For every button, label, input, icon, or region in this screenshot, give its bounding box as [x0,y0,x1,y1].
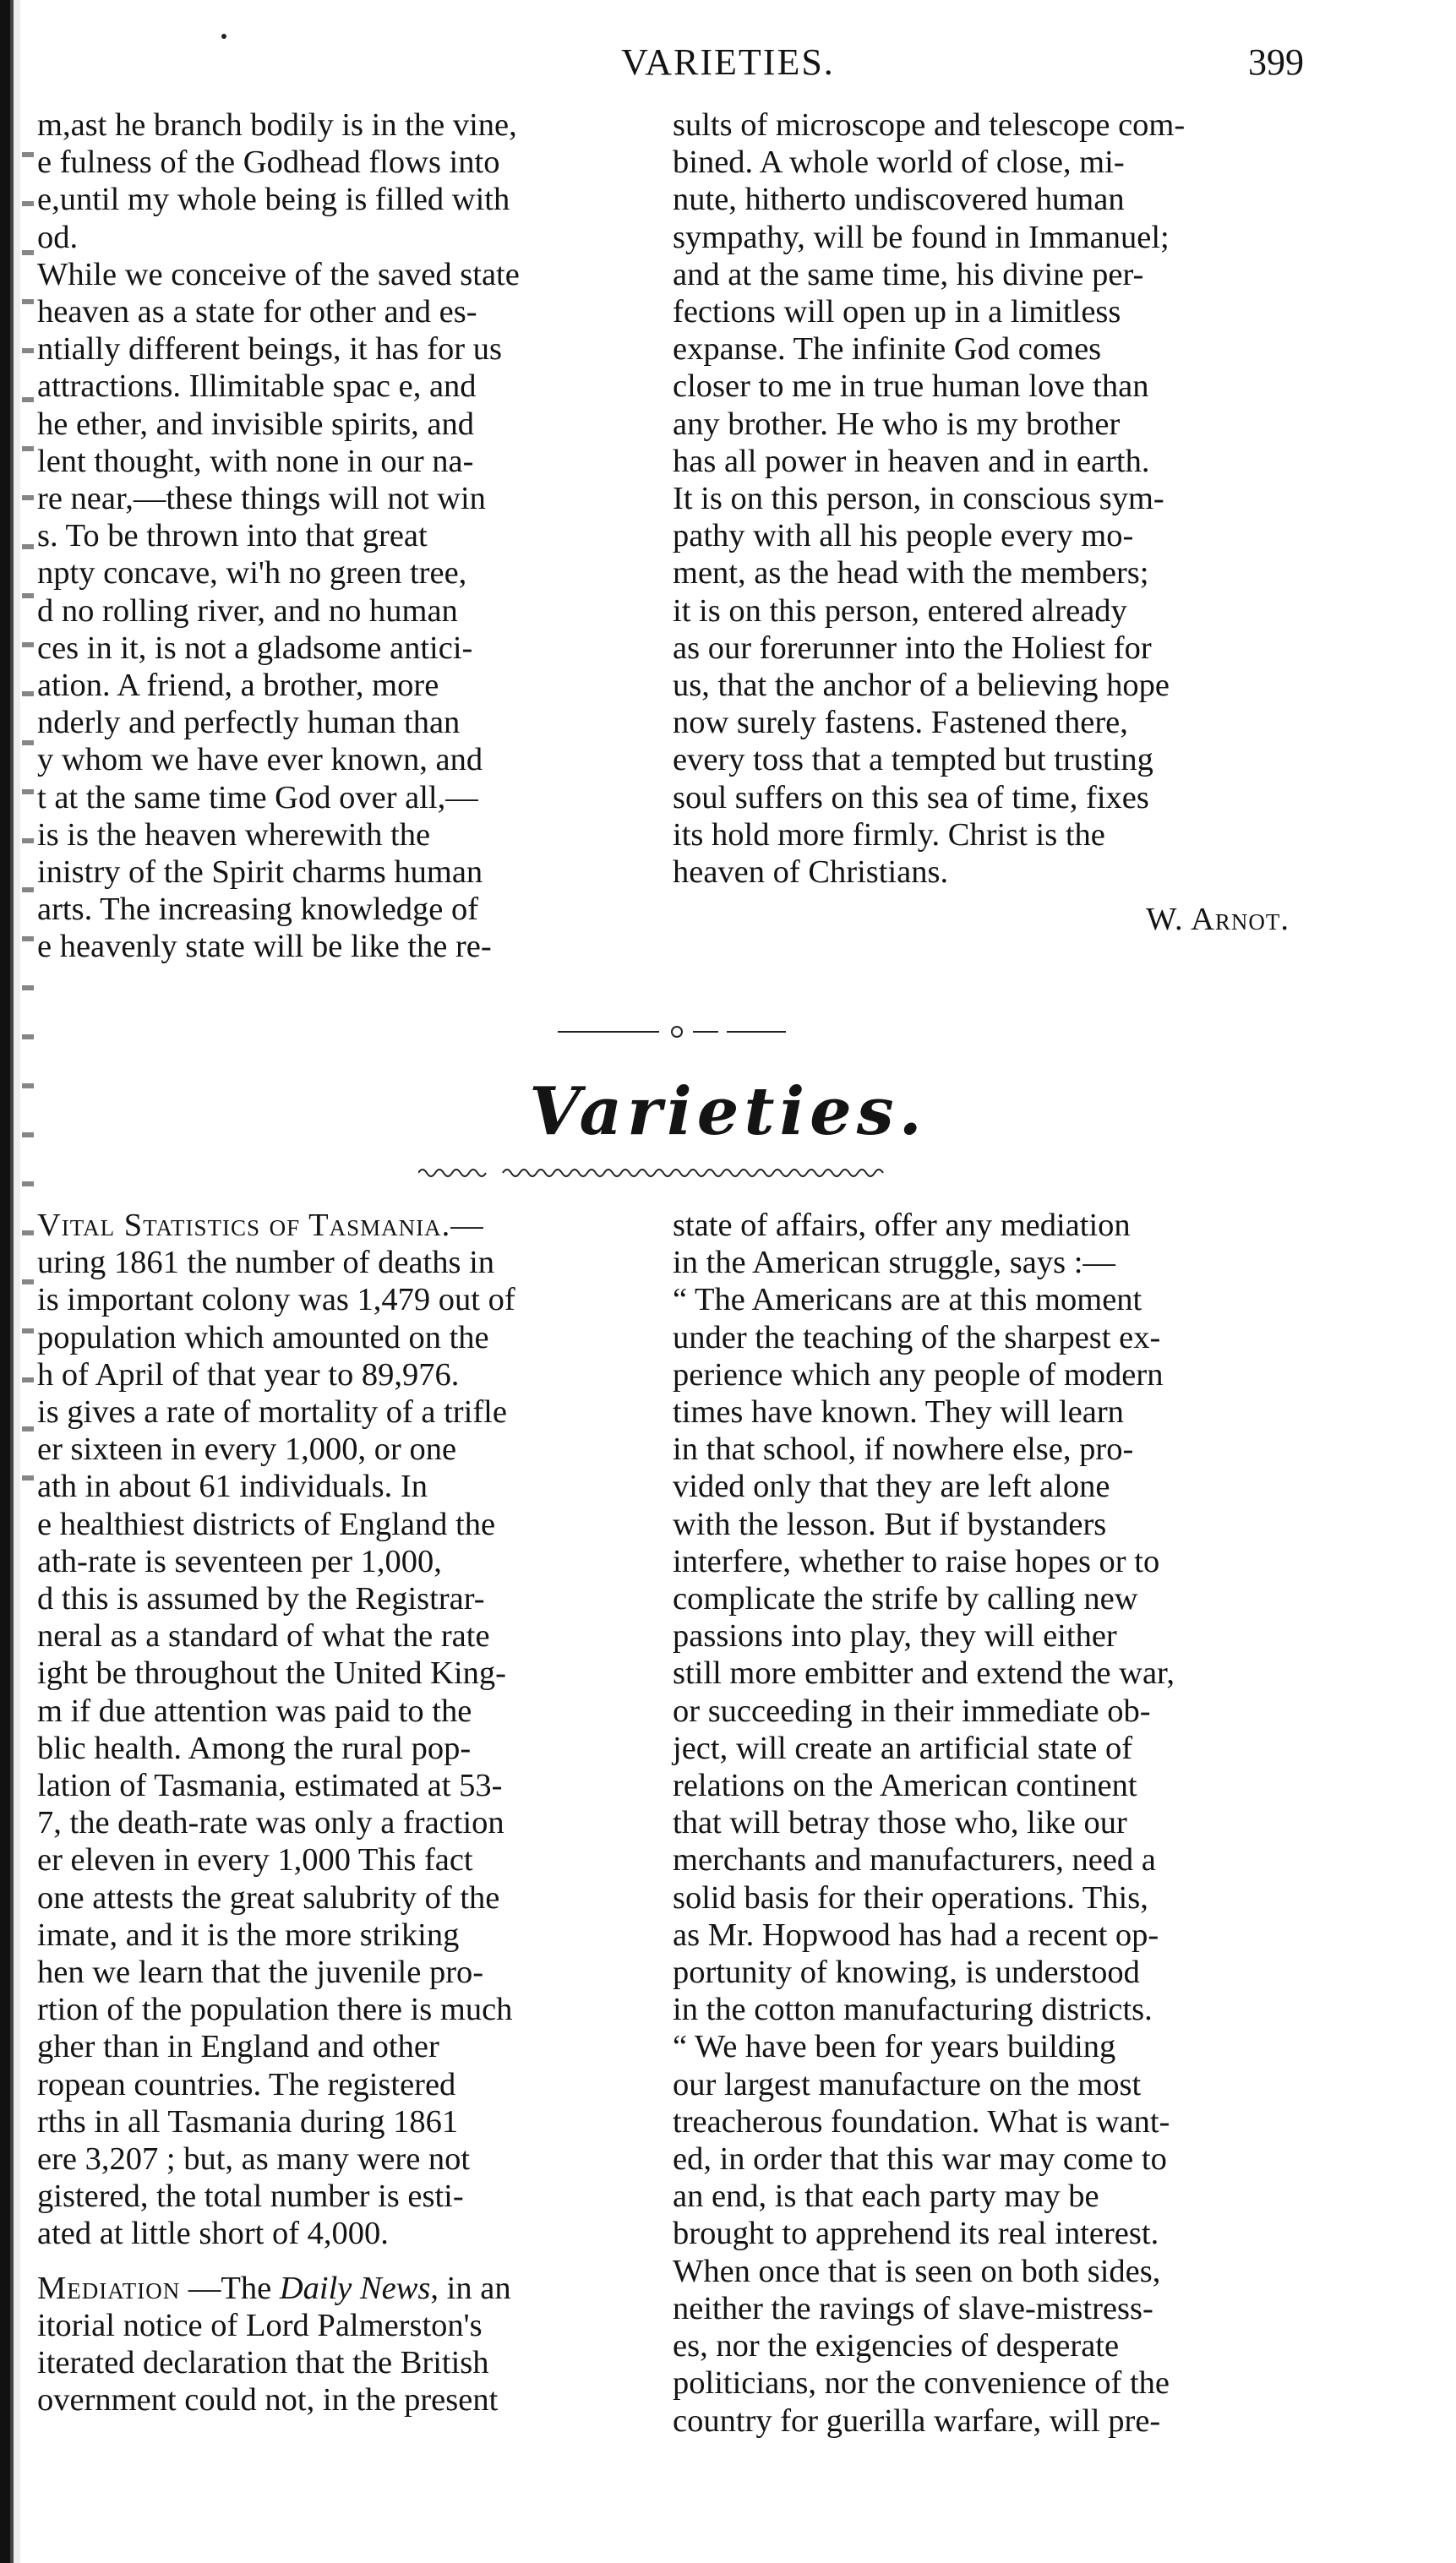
text-line: gher than in England and other [37,2029,439,2065]
text-line: in the cotton manufacturing districts. [673,1992,1153,2028]
text-line: portunity of knowing, is understood [673,1955,1140,1991]
margin-marks [22,152,34,1504]
text-line: our largest manufacture on the most [673,2066,1142,2102]
mediation-heading: Mediation [37,2270,181,2306]
text-line: es, nor the exigencies of desperate [673,2328,1120,2364]
ornamental-rule [418,1164,892,1181]
text-line: one attests the great salubrity of the [37,1879,500,1916]
text-line: in that school, if nowhere else, pro- [673,1431,1134,1468]
text-line: e,until my whole being is filled with [37,182,510,218]
text-line: iterated declaration that the British [37,2345,489,2381]
text-line: perience which any people of modern [673,1356,1164,1393]
text-line: ight be throughout the United King- [37,1655,506,1692]
text-line: still more embitter and extend the war, [673,1655,1175,1692]
text-line: is gives a rate of mortality of a trifle [37,1394,507,1431]
text-line: expanse. The infinite God comes [673,331,1102,368]
page-number: 399 [1248,41,1304,83]
text-line: interfere, whether to raise hopes or to [673,1543,1160,1579]
text-line: d this is assumed by the Registrar- [37,1581,485,1617]
text-line: s. To be thrown into that great [37,518,428,554]
text-line: has all power in heaven and in earth. [673,443,1150,479]
text-line: times have known. They will learn [673,1394,1124,1431]
top-right-text [673,106,1323,891]
text-line: or succeeding in their immediate ob- [673,1693,1151,1729]
text-line: nderly and perfectly human than [37,705,461,741]
column-bottom-left [37,1207,646,2419]
text-line: ces in it, is not a gladsome antici- [37,630,473,666]
text-line: soul suffers on this sea of time, fixes [673,779,1149,815]
column-bottom-right [673,1207,1323,2440]
text-line: as Mr. Hopwood has had a recent op- [673,1917,1159,1953]
text-line: and at the same time, his divine per- [673,256,1144,292]
text-line: state of affairs, offer any mediation [673,1208,1131,1243]
text-line: as our forerunner into the Holiest for [673,630,1152,666]
text-line: m,ast he branch bodily is in the vine, [37,107,517,143]
text-line: ropean countries. The registered [37,2066,456,2102]
text-line: rths in all Tasmania during 1861 [37,2103,459,2140]
text-line: heaven of Christians. [673,854,949,891]
text-line: fections will open up in a limitless [673,294,1121,330]
text-line: in the American struggle, says :— [673,1245,1115,1281]
text-line: inistry of the Spirit charms human [37,854,483,891]
text-line: he ether, and invisible spirits, and [37,406,475,442]
text-line: relations on the American continent [673,1768,1137,1804]
text-line: gistered, the total number is esti- [37,2179,464,2215]
text-line: h of April of that year to 89,976. [37,1356,460,1393]
text-line: ment, as the head with the members; [673,555,1149,592]
text-line: er sixteen in every 1,000, or one [37,1431,457,1468]
text-line: sults of microscope and telescope com- [673,107,1186,143]
text-line: d no rolling river, and no human [37,592,458,629]
text-line: e fulness of the Godhead flows into [37,145,500,181]
mediation-dash: —The [180,2270,280,2306]
section-title: Varieties. [529,1073,927,1150]
text-line: ation. A friend, a brother, more [37,668,439,704]
text-line: 7, the death-rate was only a fraction [37,1805,504,1841]
text-line: er eleven in every 1,000 This fact [37,1842,473,1879]
text-line: y whom we have ever known, and [37,742,483,778]
column-top-left [37,106,646,966]
text-line: population which amounted on the [37,1319,489,1355]
text-line: ath in about 61 individuals. In [37,1469,428,1505]
text-line: “ We have been for years building [673,2029,1116,2065]
text-line: bined. A whole world of close, mi- [673,145,1125,181]
text-line: merchants and manufacturers, need a [673,1842,1156,1879]
text-line: od. [37,219,79,255]
text-line: us, that the anchor of a believing hope [673,668,1170,704]
text-line: is is the heaven wherewith the [37,816,431,853]
author-signature: W. Arnot. [1146,902,1290,938]
tasmania-paragraph [37,1244,646,2252]
text-line: overnment could not, in the present [37,2382,499,2418]
text-line: While we conceive of the saved state [37,256,520,292]
section-divider [558,1022,794,1039]
text-line: neral as a standard of what the rate [37,1618,490,1655]
text-line: sympathy, will be found in Immanuel; [673,219,1170,255]
text-line: lent thought, with none in our na- [37,443,474,479]
text-line: pathy with all his people every mo- [673,518,1134,554]
running-title: VARIETIES. [621,41,835,83]
text-line: e healthiest districts of England the [37,1506,496,1542]
tasmania-heading: Vital Statistics of Tasmania.— [37,1208,484,1243]
daily-news-title: Daily News [279,2270,431,2306]
text-line: treacherous foundation. What is want- [673,2103,1170,2140]
mediation-first-rest: , in an [430,2270,511,2306]
text-line: When once that is seen on both sides, [673,2253,1161,2289]
text-line: is important colony was 1,479 out of [37,1282,515,1318]
text-line: passions into play, they will either [673,1618,1117,1655]
text-line: its hold more firmly. Christ is the [673,816,1105,853]
text-line: re near,—these things will not win [37,481,486,517]
text-line: npty concave, wi'h no green tree, [37,555,467,592]
text-line: with the lesson. But if bystanders [673,1506,1107,1542]
text-line: closer to me in true human love than [673,368,1149,405]
text-line: every toss that a tempted but trusting [673,742,1153,778]
text-line: vided only that they are left alone [673,1469,1110,1505]
tasmania-first-line [37,1207,646,1244]
text-line: brought to apprehend its real interest. [673,2216,1159,2252]
text-line: t at the same time God over all,— [37,779,478,815]
text-line: it is on this person, entered already [673,592,1127,629]
mediation-first-line [37,2270,646,2307]
text-line: an end, is that each party may be [673,2179,1099,2215]
text-line: lation of Tasmania, estimated at 53- [37,1768,503,1804]
text-line: ere 3,207 ; but, as many were not [37,2141,471,2178]
text-line: “ The Americans are at this moment [673,1282,1142,1318]
text-line: e heavenly state will be like the re- [37,929,492,965]
text-line: that will betray those who, like our [673,1805,1127,1841]
text-line: rtion of the population there is much [37,1992,513,2028]
text-line: politicians, nor the convenience of the [673,2365,1170,2402]
text-line: country for guerilla warfare, will pre- [673,2402,1161,2439]
text-line: ject, will create an artificial state of [673,1730,1133,1766]
mediation-paragraph [37,2307,646,2419]
page-binding-edge [0,0,20,2563]
text-line: ntially different beings, it has for us [37,331,502,368]
text-line: blic health. Among the rural pop- [37,1730,472,1766]
column-top-right [673,106,1323,938]
text-line: now surely fastens. Fastened there, [673,705,1128,741]
text-line: itorial notice of Lord Palmerston's [37,2307,483,2343]
text-line: solid basis for their operations. This, [673,1879,1148,1916]
text-line: ed, in order that this war may come to [673,2141,1167,2178]
text-line: nute, hitherto undiscovered human [673,182,1125,218]
text-line: attractions. Illimitable spac e, and [37,368,477,405]
text-line: imate, and it is the more striking [37,1917,460,1953]
text-line: uring 1861 the number of deaths in [37,1245,495,1281]
text-line: m if due attention was paid to the [37,1693,472,1729]
text-line: complicate the strife by calling new [673,1581,1138,1617]
text-line: under the teaching of the sharpest ex- [673,1319,1161,1355]
text-line: ated at little short of 4,000. [37,2216,389,2252]
text-line: It is on this person, in conscious sym- [673,481,1164,517]
text-line: hen we learn that the juvenile pro- [37,1955,484,1991]
page-header [34,41,1422,91]
ink-speck [221,34,226,39]
text-line: arts. The increasing knowledge of [37,892,479,928]
text-line: any brother. He who is my brother [673,406,1121,442]
text-line: neither the ravings of slave-mistress- [673,2290,1153,2326]
text-line: ath-rate is seventeen per 1,000, [37,1543,442,1579]
text-line: heaven as a state for other and es- [37,294,477,330]
